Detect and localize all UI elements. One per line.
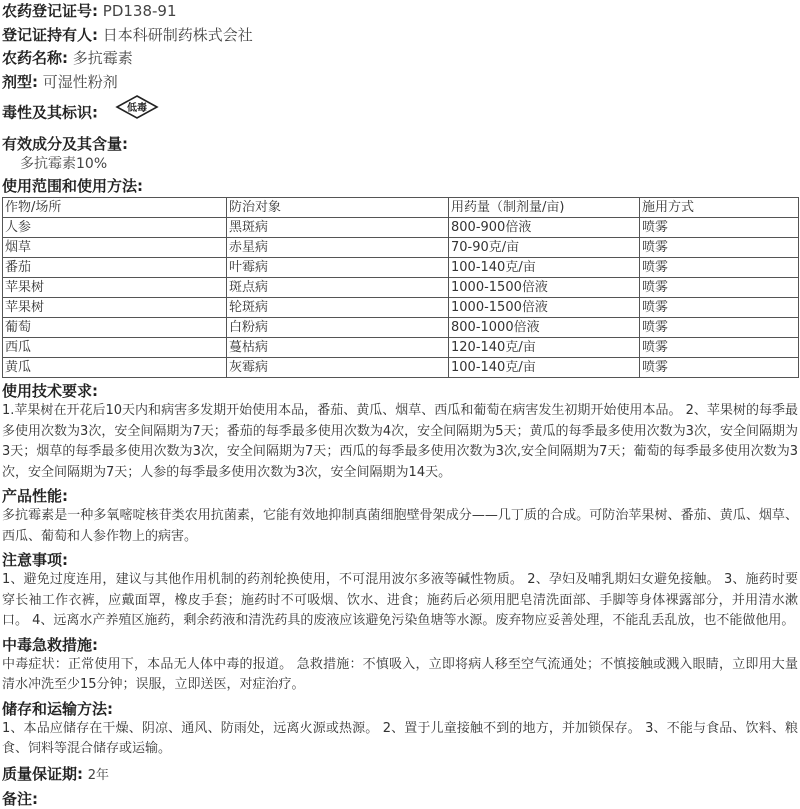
- table-cell: 番茄: [3, 258, 227, 278]
- usage-table: [2, 197, 799, 378]
- table-cell: 人参: [3, 218, 227, 238]
- technical-title: 使用技术要求:: [2, 382, 98, 400]
- table-cell: 喷雾: [640, 358, 799, 378]
- table-cell: 喷雾: [640, 298, 799, 318]
- holder-row: [2, 24, 798, 48]
- table-row: [3, 318, 799, 338]
- table-row: [3, 358, 799, 378]
- name-value: 多抗霉素: [72, 49, 133, 67]
- name-row: [2, 47, 798, 71]
- table-cell: 苹果树: [3, 298, 227, 318]
- table-cell: 烟草: [3, 238, 227, 258]
- formulation-label: 剂型:: [2, 72, 38, 91]
- table-header-cell: 防治对象: [227, 198, 449, 218]
- table-cell: 100-140克/亩: [449, 258, 640, 278]
- name-label: 农药名称:: [2, 49, 68, 67]
- registration-no-row: [2, 0, 798, 24]
- table-cell: 苹果树: [3, 278, 227, 298]
- holder-label: 登记证持有人:: [2, 25, 98, 44]
- low-toxicity-badge-icon: [115, 94, 159, 132]
- table-cell: 叶霉病: [227, 258, 449, 278]
- table-row: [3, 238, 799, 258]
- registration-no-value: PD138-91: [102, 2, 177, 20]
- performance-text: 多抗霉素是一种多氧嘧啶核苷类农用抗菌素，它能有效地抑制真菌细胞壁骨架成分——几丁质的合成。可防治苹果树、番茄、黄瓜、烟草、西瓜、葡萄和人参作物上的病害。: [2, 508, 798, 544]
- table-row: [3, 338, 799, 358]
- table-cell: 轮斑病: [227, 298, 449, 318]
- warranty-label: 质量保证期:: [2, 764, 83, 783]
- table-cell: 1000-1500倍液: [449, 298, 640, 318]
- table-cell: 斑点病: [227, 278, 449, 298]
- table-row: [3, 298, 799, 318]
- table-row: [3, 278, 799, 298]
- table-cell: 西瓜: [3, 338, 227, 358]
- remarks-title: 备注:: [2, 789, 38, 808]
- table-header-cell: 作物/场所: [3, 198, 227, 218]
- table-row: [3, 218, 799, 238]
- table-cell: 100-140克/亩: [449, 358, 640, 378]
- table-cell: 1000-1500倍液: [449, 278, 640, 298]
- table-cell: 黄瓜: [3, 358, 227, 378]
- table-cell: 蔓枯病: [227, 338, 449, 358]
- table-cell: 120-140克/亩: [449, 338, 640, 358]
- table-cell: 800-900倍液: [449, 218, 640, 238]
- registration-no-label: 农药登记证号:: [2, 2, 98, 20]
- precautions-text: 1、避免过度连用，建议与其他作用机制的药剂轮换使用，不可混用波尔多液等碱性物质。 2、孕妇及哺乳期妇女避免接触。 3、施药时要穿长袖工作衣裤，应戴面罩，橡皮手套；施药时不可吸烟、饮水、进食；施药后必须用肥皂清洗面部、手脚等身体裸露部分，并用清水漱口。 4、远离水产养殖区施药，剩余药液和清洗药具的废液应该避免污染鱼塘等水源。废弃物应妥善处理，不能乱丢乱放，也不能做他用。: [2, 572, 798, 628]
- toxicity-label: 毒性及其标识:: [2, 103, 98, 122]
- table-cell: 70-90克/亩: [449, 238, 640, 258]
- storage-title: 储存和运输方法:: [2, 699, 113, 718]
- technical-text: 1.苹果树在开花后10天内和病害多发期开始使用本品，番茄、黄瓜、烟草、西瓜和葡萄在病害发生初期开始使用本品。 2、苹果树的每季最多使用次数为3次，安全间隔期为7天；番茄的每季最多使用次数为4次，安全间隔期为5天；黄瓜的每季最多使用次数为3次，安全间隔期为3天；烟草的每季最多使用次数为3次，安全间隔期为7天；西瓜的每季最多使用次数为3次,安全间隔期为7天；葡萄的每季最多使用次数为3次，安全间隔期为7天；人参的每季最多使用次数为3次，安全间隔期为14天。: [2, 403, 798, 480]
- table-cell: 喷雾: [640, 338, 799, 358]
- table-cell: 黑斑病: [227, 218, 449, 238]
- warranty-row: [2, 763, 798, 787]
- first-aid-text: 中毒症状：正常使用下，本品无人体中毒的报道。 急救措施：不慎吸入，立即将病人移至空气流通处；不慎接触或溅入眼睛，立即用大量清水冲洗至少15分钟；误服，立即送医，对症治疗。: [2, 656, 798, 692]
- toxicity-badge-text: 低毒: [126, 103, 147, 114]
- table-cell: 赤星病: [227, 238, 449, 258]
- table-cell: 喷雾: [640, 258, 799, 278]
- table-cell: 800-1000倍液: [449, 318, 640, 338]
- warranty-value: 2年: [87, 767, 110, 783]
- ingredients-title: 有效成分及其含量:: [2, 135, 128, 153]
- table-cell: 白粉病: [227, 318, 449, 338]
- ingredients-value: 多抗霉素10%: [20, 156, 108, 172]
- usage-title: 使用范围和使用方法:: [2, 177, 143, 195]
- table-cell: 灰霉病: [227, 358, 449, 378]
- precautions-title: 注意事项:: [2, 551, 68, 569]
- table-header-cell: 施用方式: [640, 198, 799, 218]
- table-cell: 喷雾: [640, 218, 799, 238]
- table-cell: 喷雾: [640, 278, 799, 298]
- table-cell: 葡萄: [3, 318, 227, 338]
- table-cell: 喷雾: [640, 318, 799, 338]
- table-cell: 喷雾: [640, 238, 799, 258]
- holder-value: 日本科研制药株式会社: [102, 25, 253, 44]
- table-header-row: [3, 198, 799, 218]
- formulation-value: 可湿性粉剂: [42, 72, 118, 91]
- formulation-row: [2, 71, 798, 95]
- performance-title: 产品性能:: [2, 487, 68, 505]
- first-aid-title: 中毒急救措施:: [2, 635, 98, 654]
- toxicity-row: [2, 94, 798, 128]
- table-header-cell: 用药量（制剂量/亩): [449, 198, 640, 218]
- table-row: [3, 258, 799, 278]
- storage-text: 1、本品应储存在干燥、阴凉、通风、防雨处，远离火源或热源。 2、置于儿童接触不到的地方，并加锁保存。 3、不能与食品、饮料、粮食、饲料等混合储存或运输。: [2, 720, 798, 756]
